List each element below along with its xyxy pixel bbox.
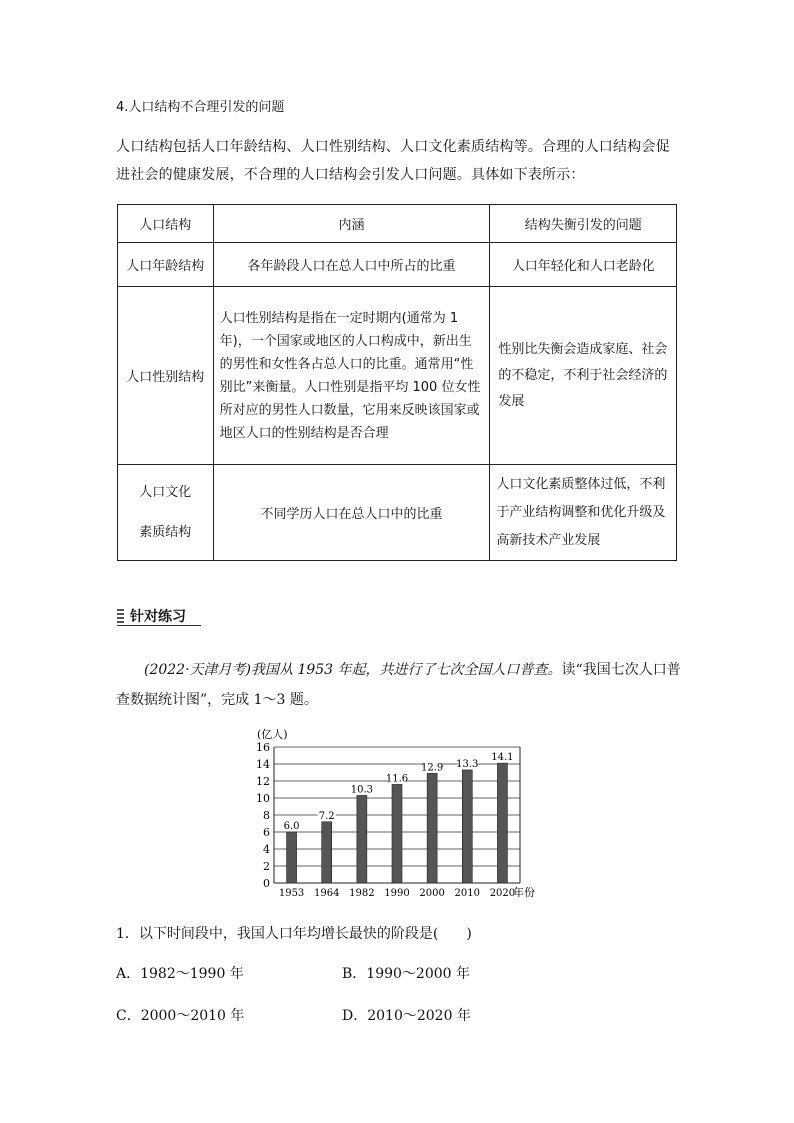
section-underline [117,625,201,626]
structure-line: 人口文化 [139,484,192,500]
option-b[interactable]: B．1990～2000 年 [342,966,470,982]
x-tick-label: 2020 [489,888,516,899]
bar-value-label: 14.1 [491,752,514,764]
table-cell-meaning: 不同学历人口在总人口中的比重 [213,465,490,561]
table-cell-meaning: 各年龄段人口在总人口中所占的比重 [213,243,490,287]
table-header-cell: 结构失衡引发的问题 [490,205,677,243]
bar-value-label: 6.0 [283,821,300,832]
table-cell-problem: 性别比失衡会造成家庭、社会的不稳定，不利于社会经济的发展 [490,287,677,465]
table-header-cell: 内涵 [213,205,490,243]
bar-value-label: 13.3 [456,758,479,770]
bar-value-label: 12.9 [421,762,444,774]
option-c[interactable]: C．2000～2010 年 [116,1008,245,1024]
section-heading: 4.人口结构不合理引发的问题 [116,100,285,115]
table-header-row [118,205,677,243]
question-1-stem: 1．以下时间段中，我国人口年均增长最快的阶段是( ) [116,926,472,942]
bar-value-label: 10.3 [350,784,373,796]
y-tick-label: 2 [263,860,270,873]
x-tick-label: 2000 [419,888,445,899]
bar [357,795,367,883]
y-tick-label: 12 [256,775,270,788]
y-tick-label: 4 [263,843,270,856]
question-intro [116,655,682,715]
section-marker-icon [117,609,124,625]
bar [427,773,437,883]
x-tick-label: 1982 [349,888,375,899]
question-intro-text: 读“我国七次人口普查数据统计图”，完成 1～3 题。 [116,662,681,708]
table-header-cell: 人口结构 [118,205,214,243]
option-d[interactable]: D．2010～2020 年 [342,1008,471,1024]
y-tick-label: 10 [256,792,270,805]
bar-value-label: 11.6 [385,773,409,785]
bar [322,822,332,883]
y-tick-label: 6 [263,826,270,839]
table-cell-structure [118,465,214,561]
table-row [118,243,677,287]
table-cell-structure: 人口年龄结构 [118,243,214,287]
x-axis-label: 年份 [513,886,535,899]
practice-section-tag [117,606,186,626]
bar [392,784,402,883]
structure-line: 素质结构 [139,524,192,540]
y-tick-label: 14 [256,758,270,771]
question-source: (2022·天津月考)我国从 1953 年起，共进行了七次全国人口普查。 [144,662,562,678]
y-tick-label: 0 [263,877,270,890]
y-tick-label: 8 [263,809,270,822]
population-census-chart [250,725,550,905]
table-row [118,465,677,561]
option-a[interactable]: A．1982～1990 年 [116,966,244,982]
bar [497,763,507,883]
section-tag-label: 针对练习 [130,609,186,625]
bar [462,770,472,883]
table-cell-problem: 人口年轻化和人口老龄化 [490,243,677,287]
table-cell-structure: 人口性别结构 [118,287,214,465]
bar [287,832,297,883]
x-tick-label: 2010 [454,888,481,899]
table-row [118,287,677,465]
x-tick-label: 1964 [313,888,340,899]
bar-value-label: 7.2 [318,810,335,822]
y-axis-label: (亿人) [257,728,288,741]
x-tick-label: 1953 [278,888,305,899]
intro-paragraph: 人口结构包括人口年龄结构、人口性别结构、人口文化素质结构等。合理的人口结构会促进社会的健康发展，不合理的人口结构会引发人口问题。具体如下表所示： [116,139,670,183]
population-structure-table [117,204,677,561]
x-tick-label: 1990 [384,888,410,899]
y-tick-label: 16 [256,741,270,754]
table-cell-meaning: 人口性别结构是指在一定时期内(通常为 1 年)，一个国家或地区的人口构成中，新出生的男性和女性各占总人口的比重。通常用“性别比”来衡量。人口性别是指平均 100 位女性所对应的男性人口数量，它用来反映该国家或地区人口的性别结构是否合理 [213,287,490,465]
table-cell-problem: 人口文化素质整体过低，不利于产业结构调整和优化升级及高新技术产业发展 [490,465,677,561]
